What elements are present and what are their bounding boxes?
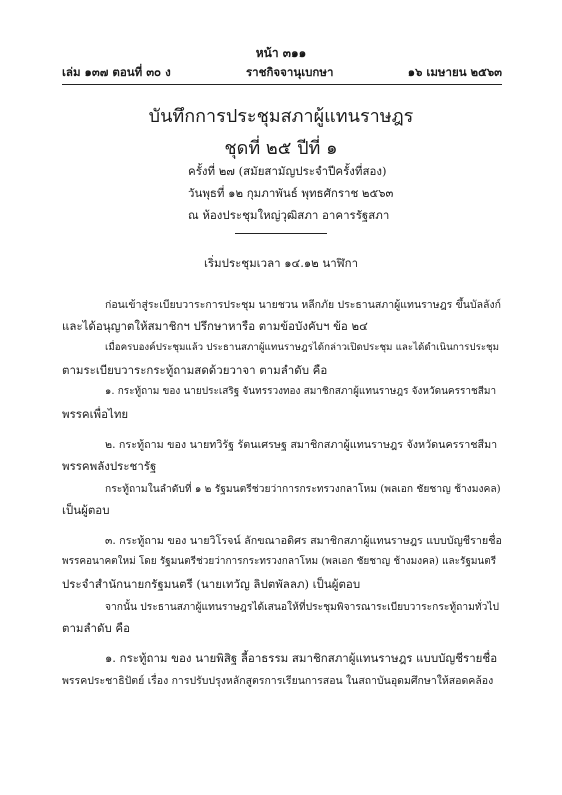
publication-name: ราชกิจจานุเบกษา [246, 65, 334, 79]
body-line: และได้อนุญาตให้สมาชิกฯ ปรึกษาหารือ ตามข้อบังคับฯ ข้อ ๒๔ [62, 319, 368, 333]
publication-date: ๑๖ เมษายน ๒๕๖๓ [407, 65, 502, 79]
body-line: ๒. กระทู้ถาม ของ นายทวิรัฐ รัตนเศรษฐ สมาชิกสภาผู้แทนราษฎร จังหวัดนครราชสีมา [105, 438, 498, 451]
session-number: ครั้งที่ ๒๗ (สมัยสามัญประจำปีครั้งที่สอง) [188, 164, 387, 178]
body-line: จากนั้น ประธานสภาผู้แทนราษฎรได้เสนอให้ที่ประชุมพิจารณาระเบียบวาระกระทู้ถามทั่วไป [105, 601, 500, 613]
body-line: ๑. กระทู้ถาม ของ นายพิสิฐ ลี้อาธรรม สมาชิกสภาผู้แทนราษฎร แบบบัญชีรายชื่อ [105, 651, 498, 665]
body-line: ตามระเบียบวาระกระทู้ถามสดด้วยวาจา ตามลำดับ คือ [62, 363, 328, 377]
volume-issue: เล่ม ๑๓๗ ตอนที่ ๓๐ ง [62, 65, 171, 79]
body-line: ๓. กระทู้ถาม ของ นายวิโรจน์ ลักขณาอดิศร สมาชิกสภาผู้แทนราษฎร แบบบัญชีรายชื่อ [105, 534, 502, 547]
page-number: หน้า ๓๑๑ [255, 46, 307, 60]
body-line: กระทู้ถามในลำดับที่ ๑ ๒ รัฐมนตรีช่วยว่าการกระทรวงกลาโหม (พลเอก ชัยชาญ ช้างมงคล) [105, 483, 501, 495]
body-line: เมื่อครบองค์ประชุมแล้ว ประธานสภาผู้แทนราษฎรได้กล่าวเปิดประชุม และได้ดำเนินการประชุม [105, 342, 500, 353]
body-line: ตามลำดับ คือ [62, 621, 131, 635]
body-line: พรรคอนาคตใหม่ โดย รัฐมนตรีช่วยว่าการกระทรวงกลาโหม (พลเอก ชัยชาญ ช้างมงคล) และรัฐมนตรี [62, 556, 497, 567]
body-line: ๑. กระทู้ถาม ของ นายประเสริฐ จันทรรวงทอง สมาชิกสภาผู้แทนราษฎร จังหวัดนครราชสีมา [105, 386, 497, 397]
document-subtitle: ชุดที่ ๒๕ ปีที่ ๑ [224, 138, 338, 159]
body-line: พรรคพลังประชารัฐ [62, 459, 157, 473]
body-line: ประจำสำนักนายกรัฐมนตรี (นายเทวัญ ลิปตพัลลภ) เป็นผู้ตอบ [62, 577, 361, 591]
header-divider [62, 84, 502, 85]
body-line: เป็นผู้ตอบ [62, 503, 110, 517]
document-title: บันทึกการประชุมสภาผู้แทนราษฎร [148, 106, 414, 127]
title-divider [235, 233, 327, 234]
body-line: พรรคประชาธิปัตย์ เรื่อง การปรับปรุงหลักสูตรการเรียนการสอน ในสถาบันอุดมศึกษาให้สอดคล้อง [62, 675, 494, 687]
body-line: ก่อนเข้าสู่ระเบียบวาระการประชุม นายชวน หลีกภัย ประธานสภาผู้แทนราษฎร ขึ้นบัลลังก์ [105, 299, 501, 311]
start-time: เริ่มประชุมเวลา ๑๔.๑๒ นาฬิกา [203, 256, 359, 270]
gazette-header [62, 64, 502, 82]
session-place: ณ ห้องประชุมใหญ่วุฒิสภา อาคารรัฐสภา [188, 208, 390, 222]
session-date: วันพุธที่ ๑๒ กุมภาพันธ์ พุทธศักราช ๒๕๖๓ [188, 186, 394, 200]
body-line: พรรคเพื่อไทย [62, 407, 129, 421]
